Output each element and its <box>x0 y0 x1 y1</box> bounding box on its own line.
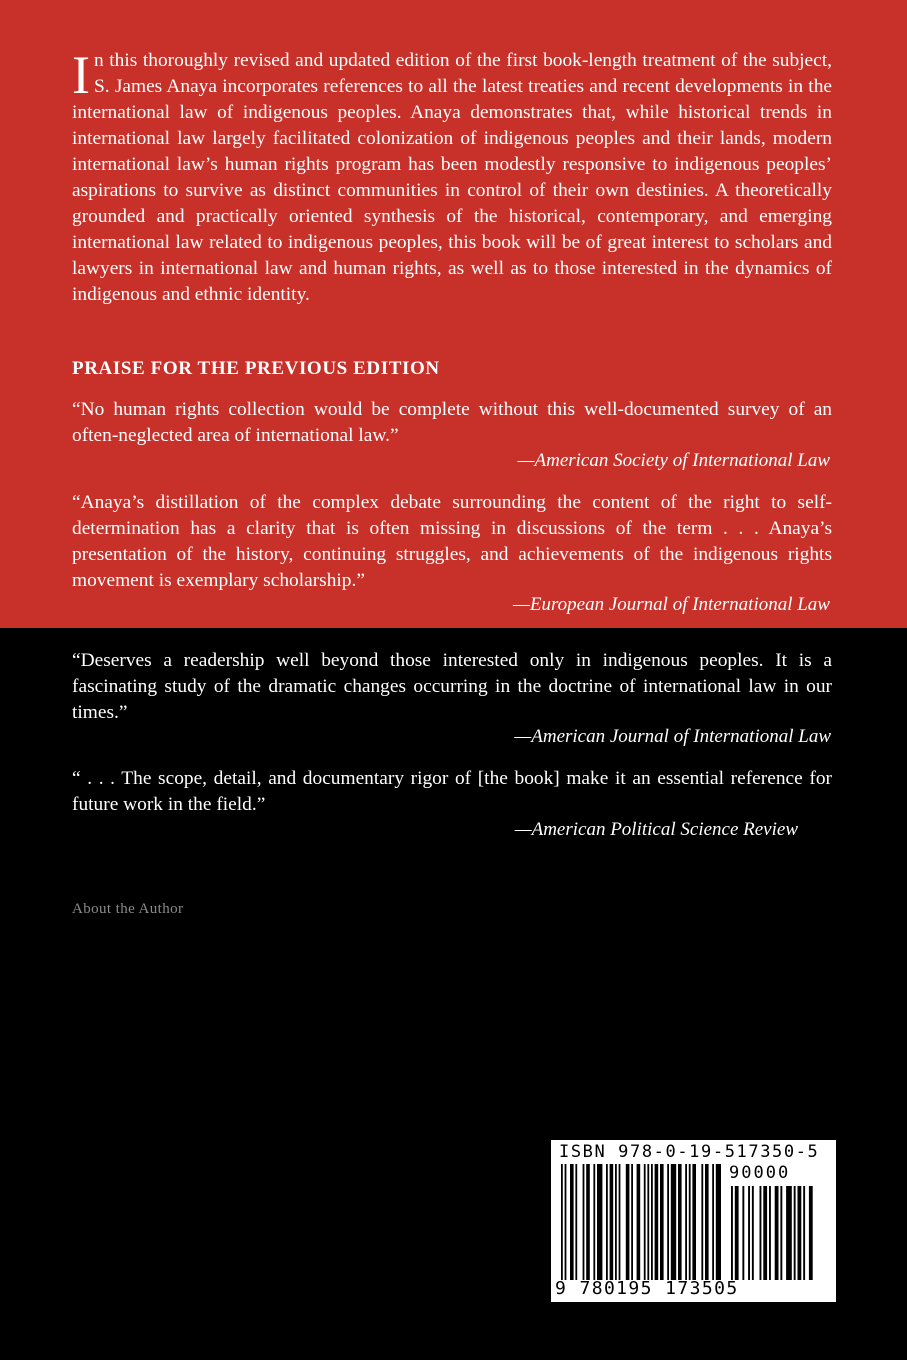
barcode-bar <box>583 1164 585 1280</box>
barcode-bar <box>794 1186 796 1280</box>
barcode-bar <box>660 1164 664 1280</box>
isbn-text: ISBN 978-0-19-517350-5 <box>559 1142 820 1162</box>
barcode-bar <box>586 1164 590 1280</box>
barcode-bar <box>712 1164 714 1280</box>
barcode-bar <box>798 1186 802 1280</box>
barcode-bar <box>760 1186 762 1280</box>
barcode-bars <box>561 1164 721 1280</box>
praise-quote: “Anaya’s distillation of the complex debate surrounding the content of the right to self-determination has a clarity that is often missing in discussions of the term . . . Anaya’s presentation of the history, continuing struggles, and achievements of the indigenous rights movement is exemplary scholarship.” <box>72 492 832 591</box>
barcode-bar <box>671 1164 676 1280</box>
barcode-bar <box>780 1186 782 1280</box>
about-heading: About the Author <box>72 901 184 917</box>
praise-heading: PRAISE FOR THE PREVIOUS EDITION <box>72 358 440 379</box>
barcode-bar <box>631 1164 633 1280</box>
barcode-addon-bars <box>731 1186 827 1280</box>
barcode-bar <box>775 1186 779 1280</box>
barcode-bar <box>647 1164 649 1280</box>
praise-quote: “No human rights collection would be complete without this well-documented survey of an often-neglected area of international law.” <box>72 399 832 446</box>
praise-quote: “Deserves a readership well beyond those interested only in indigenous peoples. It is a fascinating study of the dramatic changes occurring in the doctrine of international law in our times.” <box>72 650 832 723</box>
barcode-bar <box>610 1164 614 1280</box>
barcode-bar <box>716 1164 721 1280</box>
red-panel <box>0 0 907 628</box>
barcode-bar <box>769 1186 771 1280</box>
barcode-bar <box>689 1164 691 1280</box>
barcode-bar <box>685 1164 687 1280</box>
praise-source: —European Journal of International Law <box>512 594 830 615</box>
author-name: S. James Anaya <box>72 938 203 959</box>
barcode-bar <box>748 1186 750 1280</box>
publisher-logo <box>72 1098 252 1154</box>
barcode-bar <box>763 1186 767 1280</box>
barcode-bar <box>561 1164 563 1280</box>
barcode-bar <box>731 1186 733 1280</box>
barcode-bar <box>651 1164 653 1280</box>
barcode-bar <box>786 1186 792 1280</box>
ean-digits: 9 780195 173505 <box>555 1278 739 1299</box>
barcode-bar <box>644 1164 646 1280</box>
praise-quote: “ . . . The scope, detail, and documentary rigor of [the book] make it an essential reference for future work in the field.” <box>72 768 832 815</box>
barcode-bar <box>735 1186 739 1280</box>
barcode-bar <box>742 1186 744 1280</box>
barcode-bar <box>752 1186 754 1280</box>
barcode-bar <box>565 1164 567 1280</box>
praise-source: —American Political Science Review <box>514 819 798 840</box>
barcode-bar <box>619 1164 621 1280</box>
drop-cap: I <box>72 45 90 105</box>
about-paragraph <box>72 936 832 1066</box>
barcode-bar <box>597 1164 602 1280</box>
barcode-bar <box>606 1164 608 1280</box>
barcode-bar <box>593 1164 595 1280</box>
price-code: 90000 <box>729 1163 791 1183</box>
about-text: is James J. Lenoir Professor of Human Rights Law and Policy at the University of Arizona, James E. Rogers College of Law, where he teaches and writes in the fields of international human rights, indigenous peoples’ rights, and constitutional law. He has practiced law representing Native American peoples and organizations in matters before United States courts and international institutions. <box>72 938 832 1063</box>
barcode <box>551 1140 836 1302</box>
publisher-url[interactable]: www.oup.com <box>72 1279 160 1295</box>
barcode-bar <box>809 1186 813 1280</box>
barcode-bar <box>803 1186 805 1280</box>
barcode-bar <box>705 1164 709 1280</box>
barcode-bar <box>701 1164 703 1280</box>
publisher-subtitle: UNIVERSITY PRESS <box>72 1138 231 1153</box>
publisher-name: OXFORD <box>72 1097 234 1138</box>
blurb-paragraph <box>72 45 832 308</box>
barcode-bar <box>655 1164 659 1280</box>
barcode-bar <box>692 1164 696 1280</box>
praise-source: —American Society of International Law <box>517 450 830 471</box>
blurb-text: n this thoroughly revised and updated edition of the first book-length treatment of the subject, S. James Anaya incorporates references to all the latest treaties and recent developments in the international law of indigenous peoples. Anaya demonstrates that, while historical trends in international law largely facilitated colonization of indigenous peoples and their lands, modern international law’s human rights program has been modestly responsive to indigenous peoples’ aspirations to survive as distinct communities in control of their own destinies. A theoretically grounded and practically oriented synthesis of the historical, contemporary, and emerging international law related to indigenous peoples, this book will be of great interest to scholars and lawyers in international law and human rights, as well as to those interested in the dynamics of indigenous and ethnic identity. <box>72 50 832 305</box>
barcode-bar <box>678 1164 682 1280</box>
barcode-bar <box>575 1164 577 1280</box>
praise-source: —American Journal of International Law <box>514 726 831 747</box>
barcode-bar <box>570 1164 574 1280</box>
barcode-bar <box>626 1164 630 1280</box>
barcode-bar <box>615 1164 617 1280</box>
barcode-bar <box>637 1164 641 1280</box>
barcode-bar <box>667 1164 669 1280</box>
